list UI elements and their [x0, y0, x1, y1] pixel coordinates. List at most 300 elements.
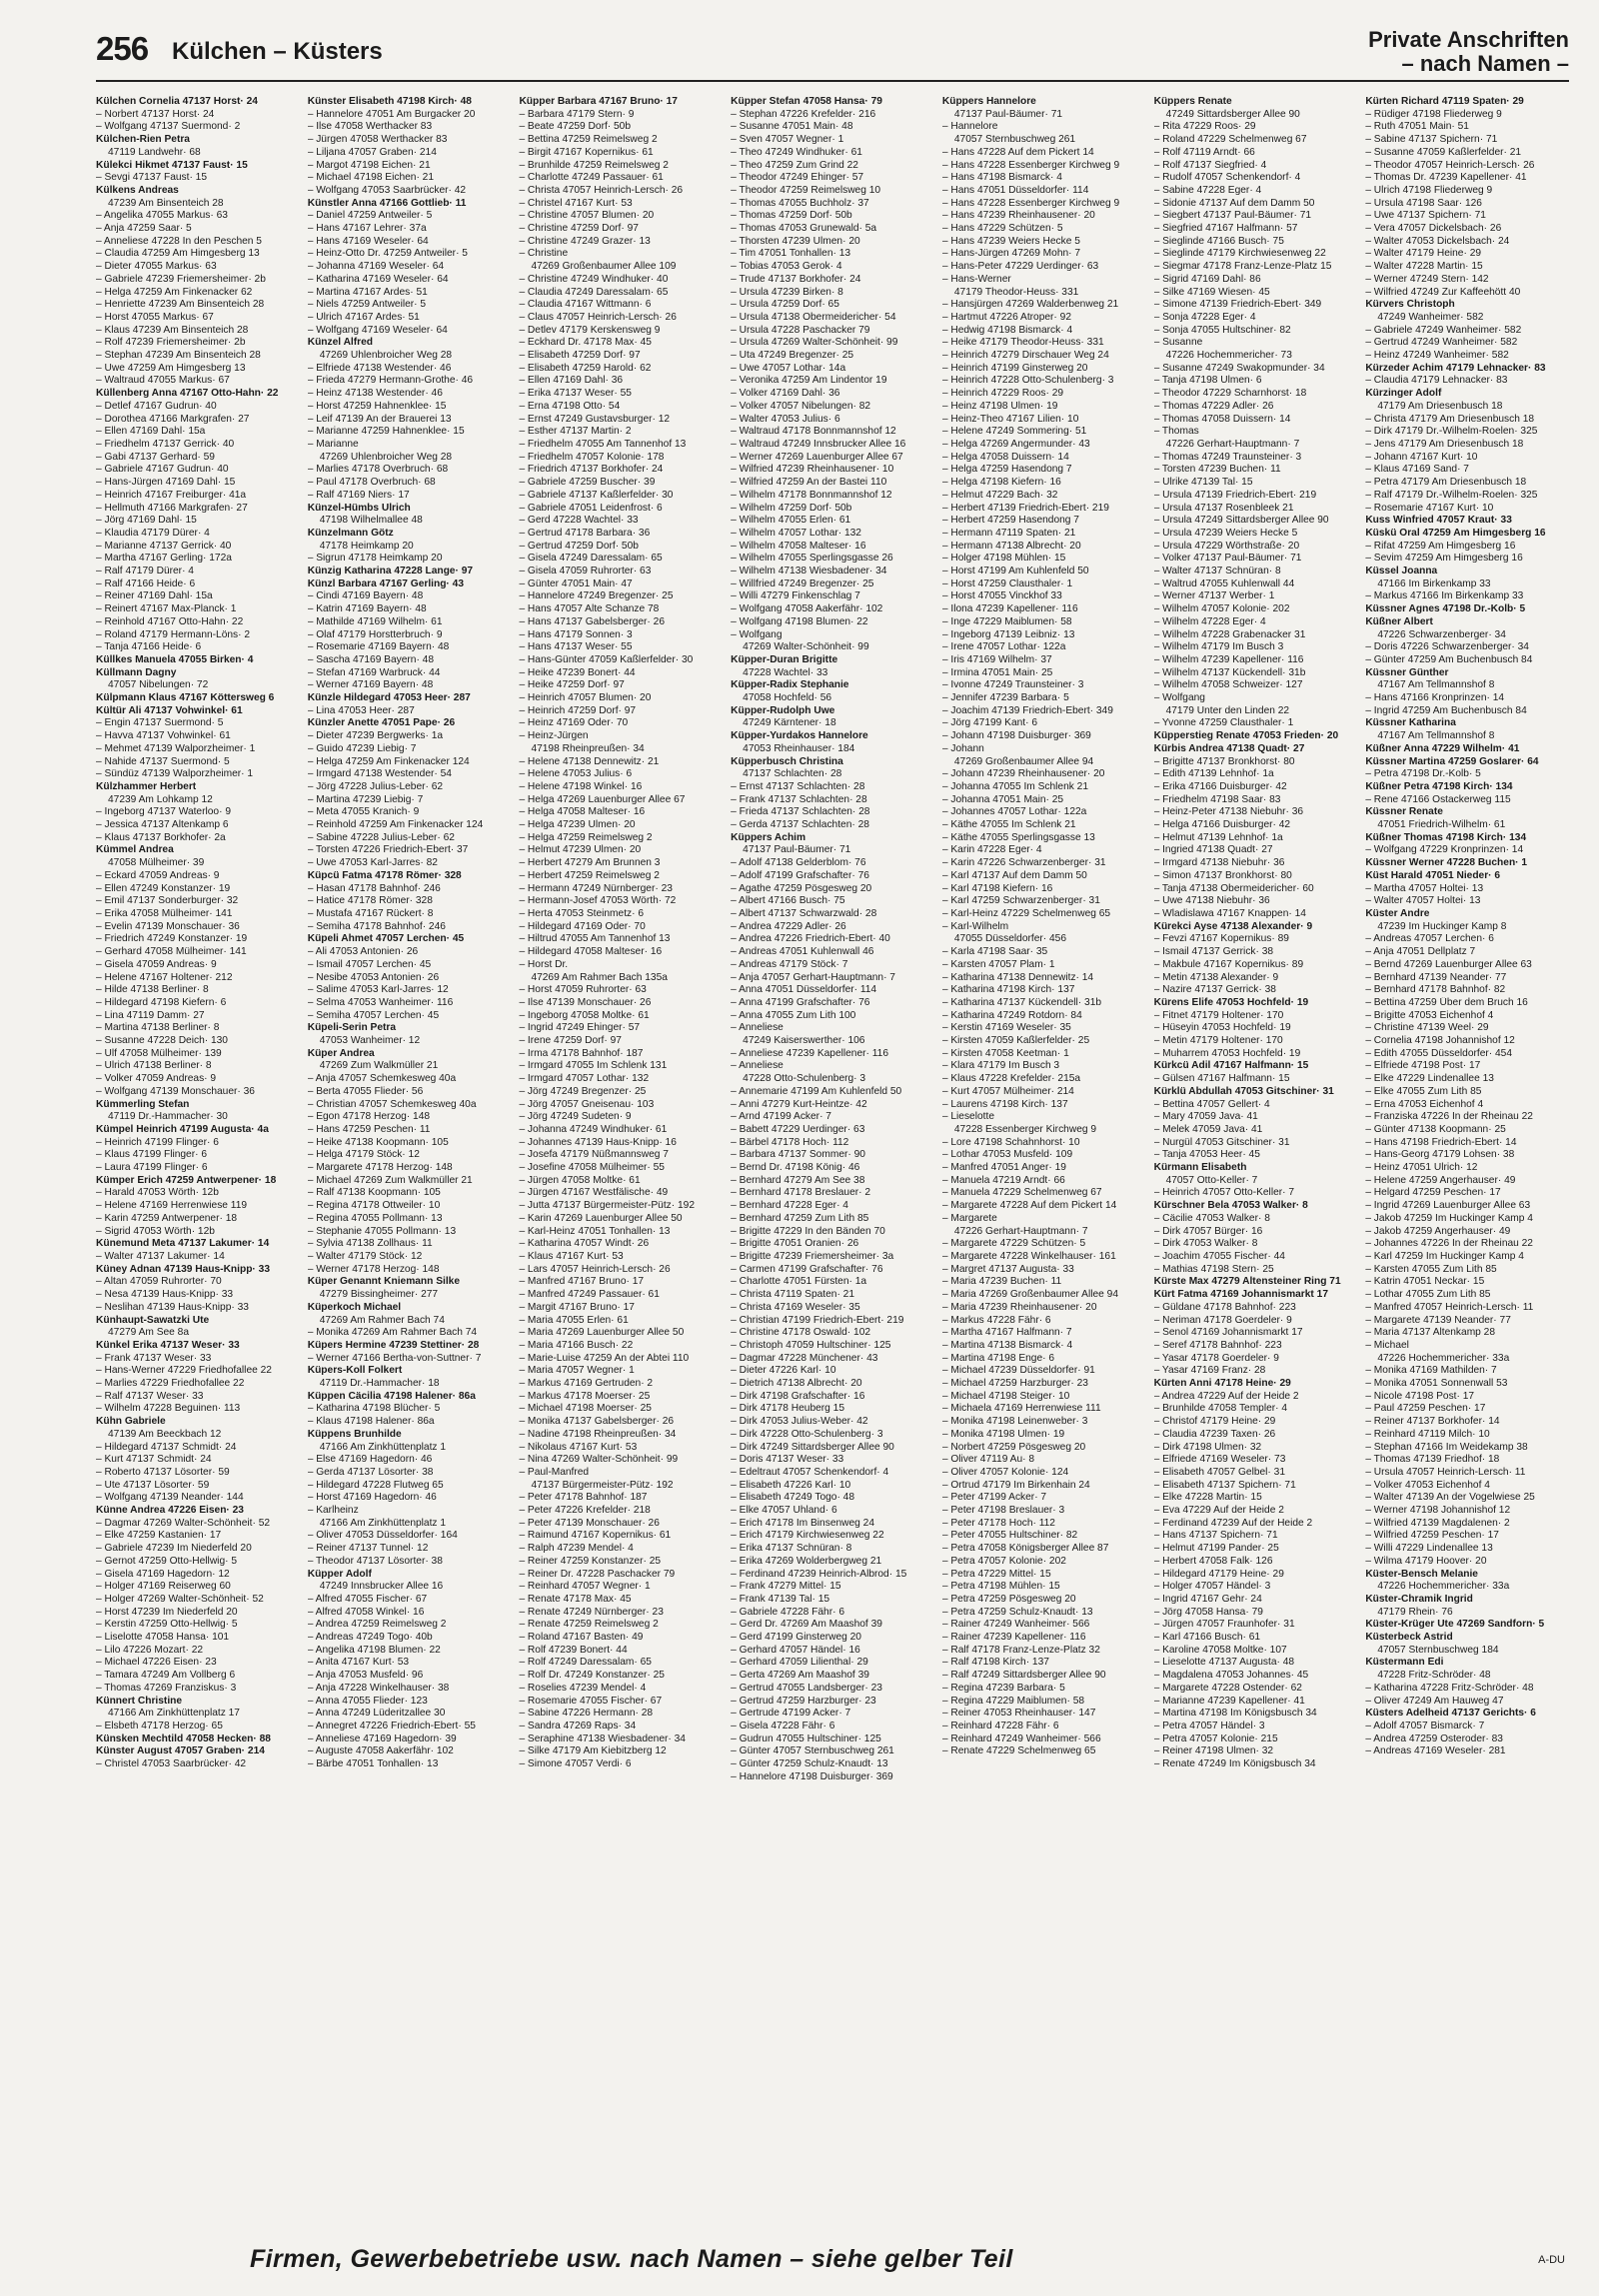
directory-entry: Külchen-Rien Petra [96, 134, 190, 146]
directory-entry: Küssner Renate [1365, 806, 1443, 818]
directory-entry: – Werner 47178 Herzog· 148 [307, 1263, 440, 1275]
directory-entry: – Ute 47137 Lösorter· 59 [96, 1479, 210, 1491]
directory-entry: – Maria 47166 Busch· 22 [519, 1339, 634, 1351]
directory-entry: – Ralf 47138 Koopmann· 105 [307, 1187, 441, 1199]
directory-entry: – Michael 47259 Harzburger· 23 [941, 1378, 1088, 1390]
directory-entry: – Michael 47226 Eisen· 23 [96, 1657, 217, 1669]
directory-entry: – Karl 47166 Busch· 61 [1153, 1632, 1261, 1644]
directory-entry: – Gabriele 47239 Im Niederfeld 20 [96, 1543, 252, 1555]
directory-entry: – Gertrude 47199 Acker· 7 [731, 1708, 851, 1720]
directory-entry: – Werner 47137 Werber· 1 [1153, 590, 1275, 602]
directory-entry: – Dirk 47053 Walker· 8 [1153, 1238, 1258, 1250]
directory-entry: – Theodor 47259 Reimelsweg 10 [731, 184, 881, 196]
directory-entry: 47228 Otto-Schulenberg· 3 [743, 1073, 866, 1085]
directory-entry: – Rosemarie 47169 Bayern· 48 [307, 641, 450, 653]
directory-entry: – Wolfgang 47139 Neander· 144 [96, 1492, 244, 1504]
directory-entry: – Tanja 47198 Ulmen· 6 [1153, 375, 1262, 387]
directory-entry: – Annegret 47226 Friedrich-Ebert· 55 [307, 1721, 476, 1731]
directory-entry: – Anneliese [731, 1022, 784, 1034]
directory-entry: – Reiner 47259 Konstanzer· 25 [519, 1555, 662, 1567]
directory-entry: – Alfred 47055 Fischer· 67 [307, 1593, 428, 1605]
directory-entry: – Bernhard 47279 Am See 38 [731, 1174, 865, 1186]
directory-entry: – Anneliese [731, 1060, 784, 1072]
directory-entry: – Anna 47199 Grafschafter· 76 [731, 996, 870, 1008]
directory-entry: – Jürgen 47058 Moltke· 61 [519, 1174, 641, 1186]
directory-entry: – Wladislawa 47167 Knappen· 14 [1153, 908, 1306, 919]
directory-entry: – Bernhard 47178 Breslauer· 2 [731, 1187, 871, 1199]
directory-entry: – Jörg 47169 Dahl· 15 [96, 515, 197, 527]
directory-entry: Küpper-Rudolph Uwe [731, 704, 835, 716]
directory-entry: – Klaus 47169 Sand· 7 [1365, 464, 1469, 476]
directory-entry: 47179 Theodor-Heuss· 331 [953, 286, 1079, 298]
directory-entry: – Tamara 47249 Am Vollberg 6 [96, 1670, 236, 1682]
directory-entry: – Maria 47055 Erlen· 61 [519, 1314, 629, 1326]
directory-entry: – Ingrid 47269 Lauenburger Allee 63 [1365, 1200, 1531, 1212]
directory-entry: – Gerta 47269 Am Maashof 39 [731, 1670, 869, 1682]
directory-entry: – Ernst 47137 Schlachten· 28 [731, 780, 865, 792]
section-title-line-1: Private Anschriften [1368, 27, 1569, 52]
directory-entry: – Hans 47259 Peschen· 11 [307, 1123, 431, 1135]
directory-entry: 47226 Schwarzenberger· 34 [1377, 628, 1506, 640]
directory-entry: – Johanna 47055 Im Schlenk 21 [941, 780, 1089, 792]
directory-entry: – Ursula 47259 Dorf· 65 [731, 299, 839, 311]
directory-entry: 47058 Hochfeld· 56 [743, 692, 832, 704]
directory-entry: – Erika 47166 Duisburger· 42 [1153, 780, 1287, 792]
directory-entry: – Wilhelm 47055 Sperlingsgasse 26 [731, 553, 893, 565]
directory-entry: Külkens Andreas [96, 184, 179, 196]
directory-entry: Küper Andrea [307, 1047, 375, 1059]
directory-entry: – Jakob 47259 Im Huckinger Kamp 4 [1365, 1212, 1533, 1224]
directory-entry: Küstermann Edi [1365, 1657, 1444, 1669]
directory-entry: – Annemarie 47199 Am Kuhlenfeld 50 [731, 1085, 902, 1097]
directory-entry: Küpers-Koll Folkert [307, 1365, 403, 1377]
directory-entry: – Reiner 47169 Dahl· 15a [96, 590, 213, 602]
directory-entry: – Günter 47057 Sternbuschweg 261 [731, 1745, 894, 1757]
directory-entry: Küßner Thomas 47198 Kirch· 134 [1365, 831, 1527, 843]
directory-entry: – Torsten 47239 Buchen· 11 [1153, 464, 1281, 476]
directory-entry: – Manfred 47051 Anger· 19 [941, 1162, 1066, 1174]
directory-entry: – Wilfried 47259 Peschen· 17 [1365, 1530, 1499, 1542]
directory-entry: – Heinrich 47279 Dirschauer Weg 24 [941, 350, 1109, 362]
directory-entry: 47137 Bürgermeister-Pütz· 192 [531, 1479, 674, 1491]
directory-entry: – Gerd 47228 Wachtel· 33 [519, 515, 639, 527]
directory-entry: – Brigitte 47137 Bronkhorst· 80 [1153, 755, 1295, 767]
directory-entry: – Wilhelm 47259 Dorf· 50b [731, 502, 852, 514]
directory-entry: – Wilfried 47139 Magdalenen· 2 [1365, 1517, 1510, 1529]
directory-entry: Kürten Anni 47178 Heine· 29 [1153, 1378, 1291, 1390]
directory-entry: – Hans 47239 Weiers Hecke 5 [941, 235, 1080, 247]
directory-entry: – Cindi 47169 Bayern· 48 [307, 590, 424, 602]
directory-entry: – Hans 47239 Rheinhausener· 20 [941, 210, 1095, 222]
directory-entry: – Elisabeth 47259 Harold· 62 [519, 362, 652, 374]
name-range-title: Külchen – Küsters [172, 38, 383, 65]
directory-entry: – Karl 47259 Im Huckinger Kamp 4 [1365, 1250, 1524, 1262]
directory-entry: – Karl-Wilhelm [941, 920, 1009, 932]
directory-entry: Küster-Chramik Ingrid [1365, 1593, 1473, 1605]
directory-entry: – Ingrid 47167 Gehr· 24 [1153, 1593, 1262, 1605]
directory-entry: – Silke 47179 Am Kiebitzberg 12 [519, 1745, 667, 1757]
directory-entry: – Edith 47139 Lehnhof· 1a [1153, 768, 1274, 780]
directory-entry: Kürklü Abdullah 47053 Gitschiner· 31 [1153, 1085, 1334, 1097]
directory-entry: – Hans 47198 Bismarck· 4 [941, 172, 1062, 184]
directory-entry: – Wilhelm 47137 Kückendell· 31b [1153, 666, 1306, 678]
directory-entry: – Paul 47178 Overbruch· 68 [307, 477, 436, 489]
directory-entry: – Claudia 47259 Am Himgesberg 13 [96, 248, 260, 260]
directory-entry: – Berta 47055 Flieder· 56 [307, 1085, 424, 1097]
directory-entry: – Marianne 47137 Gerrick· 40 [96, 540, 232, 552]
directory-entry: – Gertrud 47259 Harzburger· 23 [731, 1695, 876, 1707]
directory-entry: – Marie-Luise 47259 An der Abtei 110 [519, 1352, 690, 1364]
directory-entry: – Metin 47138 Alexander· 9 [1153, 971, 1279, 983]
directory-entry: 47053 Wanheimer· 12 [319, 1035, 421, 1047]
directory-entry: – Karsten 47057 Plam· 1 [941, 958, 1055, 970]
directory-entry: – Maria 47269 Großenbaumer Allee 94 [941, 1289, 1118, 1301]
directory-entry: Küpperbusch Christina [731, 755, 843, 767]
directory-entry: – Anna 47249 Lüderitzallee 30 [307, 1708, 446, 1720]
directory-entry: Kürmann Elisabeth [1153, 1162, 1247, 1174]
directory-entry: – Petra 47259 Schulz-Knaudt· 13 [941, 1606, 1093, 1618]
directory-column-2 [308, 96, 512, 2214]
directory-entry: Küppers Renate [1153, 96, 1232, 107]
directory-entry: – Else 47169 Hagedorn· 46 [307, 1454, 433, 1466]
directory-entry: – Brigitte 47051 Oranien· 26 [731, 1238, 859, 1250]
directory-entry: – Elke 47228 Martin· 15 [1153, 1492, 1262, 1504]
directory-entry: – Fevzi 47167 Kopernikus· 89 [1153, 933, 1289, 945]
directory-entry: – Ferdinand 47239 Auf der Heide 2 [1153, 1517, 1313, 1529]
directory-entry: – Petra 47198 Dr.-Kolb· 5 [1365, 768, 1481, 780]
directory-entry: – Emil 47137 Sonderburger· 32 [96, 895, 239, 907]
directory-entry: – Christa 47119 Spaten· 21 [731, 1289, 854, 1301]
directory-entry: – Anja 47259 Saar· 5 [96, 223, 192, 235]
directory-entry: – Christa 47169 Weseler· 35 [731, 1301, 860, 1313]
directory-entry: – Wilhelm 47179 Im Busch 3 [1153, 641, 1284, 653]
directory-entry: – Yvonne 47259 Clausthaler· 1 [1153, 717, 1294, 729]
directory-entry: – Erika 47137 Weser· 55 [519, 388, 632, 400]
directory-entry: 47198 Wilhelmallee 48 [319, 515, 423, 527]
directory-entry: – Brigitte 47053 Eichenhof 4 [1365, 1009, 1494, 1021]
directory-entry: – Karin 47228 Eger· 4 [941, 844, 1042, 856]
directory-entry: – Beate 47259 Dorf· 50b [519, 121, 632, 133]
directory-entry: – Reinhard 47249 Wanheimer· 566 [941, 1732, 1101, 1744]
directory-entry: – Agathe 47259 Pösgesweg 20 [731, 882, 872, 894]
directory-entry: – Henriette 47239 Am Binsenteich 28 [96, 299, 265, 311]
directory-entry: – Michael 47198 Steiger· 10 [941, 1390, 1070, 1402]
directory-entry: – Ursula 47229 Wörthstraße· 20 [1153, 540, 1300, 552]
directory-entry: – Gerhard 47059 Lilienthal· 29 [731, 1657, 868, 1669]
directory-entry: – Rüdiger 47198 Fliederweg 9 [1365, 108, 1502, 120]
directory-entry: – Margarete 47229 Schützen· 5 [941, 1238, 1086, 1250]
directory-column-5 [942, 96, 1146, 2214]
directory-entry: – Renate 47178 Max· 45 [519, 1593, 632, 1605]
directory-entry: – Wilma 47179 Hoover· 20 [1365, 1555, 1487, 1567]
directory-entry: 47055 Düsseldorfer· 456 [953, 933, 1067, 945]
directory-entry: – Kurt 47137 Schmidt· 24 [96, 1454, 212, 1466]
directory-entry: – Hildegard 47228 Flutweg 65 [307, 1479, 444, 1491]
corner-label: A-DU [1538, 2254, 1565, 2266]
directory-entry: Kümmel Andrea [96, 844, 174, 856]
directory-entry: – Heinz 47169 Oder· 70 [519, 717, 629, 729]
directory-entry: 47226 Gerhart-Hauptmann· 7 [953, 1225, 1088, 1237]
directory-entry: – Cornelia 47198 Johannishof 12 [1365, 1035, 1515, 1047]
directory-entry: – Susanne 47228 Deich· 130 [96, 1035, 228, 1047]
directory-entry: 47166 Am Zinkhüttenplatz 17 [108, 1708, 240, 1720]
directory-entry: Künsken Mechtild 47058 Hecken· 88 [96, 1732, 271, 1744]
directory-entry: – Reiner 47137 Borkhofer· 14 [1365, 1416, 1500, 1428]
directory-entry: – Friedrich 47249 Konstanzer· 19 [96, 933, 248, 945]
directory-entry: – Susanne 47249 Swakopmunder· 34 [1153, 362, 1325, 374]
directory-entry: Kürschner Bela 47053 Walker· 8 [1153, 1200, 1308, 1212]
directory-entry: – Thomas 47055 Buchholz· 37 [731, 197, 869, 209]
directory-entry: Küllkes Manuela 47055 Birken· 4 [96, 653, 254, 665]
directory-entry: – Manfred 47167 Bruno· 17 [519, 1276, 645, 1288]
directory-entry: – Brigitte 47229 In den Bänden 70 [731, 1225, 885, 1237]
directory-entry: – Heinrich 47228 Otto-Schulenberg· 3 [941, 375, 1114, 387]
directory-entry: – Herta 47053 Steinmetz· 6 [519, 908, 645, 919]
directory-entry: – Friedhelm 47057 Kolonie· 178 [519, 451, 665, 463]
directory-entry: 47249 Innsbrucker Allee 16 [319, 1581, 444, 1593]
directory-entry: – Margret 47137 Augusta· 33 [941, 1263, 1074, 1275]
directory-entry: – Manfred 47057 Heinrich-Lersch· 11 [1365, 1301, 1534, 1313]
directory-entry: – Walter 47139 An der Vogelwiese 25 [1365, 1492, 1535, 1504]
directory-entry: – Elsbeth 47178 Herzog· 65 [96, 1721, 223, 1731]
directory-entry: – Hilde 47138 Berliner· 8 [96, 984, 209, 996]
directory-entry: Küsters Adelheid 47137 Gerichts· 6 [1365, 1708, 1536, 1720]
directory-entry: – Kirsten 47059 Kaßlerfelder· 25 [941, 1035, 1090, 1047]
directory-entry: – Wolfgang [731, 628, 783, 640]
directory-columns [96, 96, 1569, 2214]
directory-entry: – Heike 47259 Dorf· 97 [519, 679, 625, 691]
directory-entry: – Nikolaus 47167 Kurt· 53 [519, 1441, 638, 1453]
directory-entry: Kürekci Ayse 47138 Alexander· 9 [1153, 920, 1313, 932]
directory-column-4 [731, 96, 934, 2214]
directory-entry: – Hans 47228 Essenberger Kirchweg 9 [941, 197, 1120, 209]
directory-entry: – Margarete 47139 Neander· 77 [1365, 1314, 1511, 1326]
directory-entry: – Gertrud 47249 Wanheimer· 582 [1365, 337, 1518, 349]
directory-entry: – Petra 47058 Königsberger Allee 87 [941, 1543, 1109, 1555]
directory-entry: Küllenberg Anna 47167 Otto-Hahn· 22 [96, 388, 279, 400]
directory-entry: Küpper-Radix Stephanie [731, 679, 849, 691]
directory-entry: – Hans-Jürgen 47269 Mohn· 7 [941, 248, 1081, 260]
directory-entry: – Johannes 47139 Haus-Knipp· 16 [519, 1136, 677, 1148]
directory-entry: – Gerd 47199 Ginsterweg 20 [731, 1632, 861, 1644]
directory-entry: – Albert 47166 Busch· 75 [731, 895, 845, 907]
directory-entry: – Wolfgang 47137 Suermond· 2 [96, 121, 241, 133]
directory-entry: – Sven 47057 Wegner· 1 [731, 134, 844, 146]
directory-entry: – Gabriele 47137 Kaßlerfelder· 30 [519, 489, 674, 501]
directory-entry: – Angelika 47198 Blumen· 22 [307, 1644, 441, 1656]
directory-entry: – Reinhold 47259 Am Finkenacker 124 [307, 819, 484, 831]
directory-entry: – Ralf 47137 Weser· 33 [96, 1390, 204, 1402]
directory-entry: – Renate 47249 Nürnberger· 23 [519, 1606, 664, 1618]
directory-entry: – Walter 47057 Holtei· 13 [1365, 895, 1481, 907]
directory-entry: – Volker 47169 Dahl· 36 [731, 388, 840, 400]
directory-entry: – Bärbe 47051 Tonhallen· 13 [307, 1758, 439, 1770]
directory-entry: – Stephan 47239 Am Binsenteich 28 [96, 350, 261, 362]
directory-entry: – Hans 47051 Düsseldorfer· 114 [941, 184, 1089, 196]
directory-entry: – Wolfgang 47229 Kronprinzen· 14 [1365, 844, 1524, 856]
directory-entry: – Herbert 47139 Friedrich-Ebert· 219 [941, 502, 1109, 514]
directory-entry: – Erich 47179 Kirchwiesenweg 22 [731, 1530, 884, 1542]
directory-entry: – Heinz 47198 Ulmen· 19 [941, 400, 1058, 412]
directory-entry: – Friedhelm 47137 Gerrick· 40 [96, 438, 235, 450]
directory-entry: Kümmerling Stefan [96, 1098, 190, 1110]
directory-entry: Künzler Anette 47051 Pape· 26 [307, 717, 456, 729]
directory-entry: – Karsten 47055 Zum Lith 85 [1365, 1263, 1497, 1275]
directory-entry: – Reinhard 47228 Fähr· 6 [941, 1721, 1059, 1731]
directory-entry: – Michaela 47169 Herrenwiese 111 [941, 1403, 1101, 1415]
directory-entry: – Wilhelm 47138 Wiesbadener· 34 [731, 566, 887, 577]
directory-entry: – Rene 47166 Ostackerweg 115 [1365, 793, 1511, 805]
directory-entry: – Walter 47053 Julius· 6 [731, 413, 840, 425]
directory-entry: – Thomas 47269 Franziskus· 3 [96, 1682, 237, 1694]
directory-entry: – Thomas 47249 Traunsteiner· 3 [1153, 451, 1302, 463]
directory-entry: – Ilse 47139 Monschauer· 26 [519, 996, 652, 1008]
directory-entry: – Johann 47239 Rheinhausener· 20 [941, 768, 1105, 780]
directory-entry: – Ulrich 47198 Fliederweg 9 [1365, 184, 1493, 196]
directory-entry: – Gisela 47228 Fähr· 6 [731, 1721, 835, 1731]
directory-entry: – Trude 47137 Borkhofer· 24 [731, 273, 861, 285]
directory-entry: – Waltraud 47178 Bonnmannshof 12 [731, 426, 896, 438]
directory-entry: – Hans 47228 Essenberger Kirchweg 9 [941, 159, 1120, 171]
directory-entry: – Andreas 47249 Togo· 40b [307, 1632, 433, 1644]
directory-entry: – Franziska 47226 In der Rheinau 22 [1365, 1111, 1533, 1123]
directory-entry: Külekci Hikmet 47137 Faust· 15 [96, 159, 248, 171]
directory-entry: – Ursula 47137 Rosenbleek 21 [1153, 502, 1294, 514]
directory-entry: – Andrea 47229 Auf der Heide 2 [1153, 1390, 1299, 1402]
directory-entry: – Katrin 47051 Neckar· 15 [1365, 1276, 1485, 1288]
directory-entry: – Thomas 47259 Dorf· 50b [731, 210, 852, 222]
directory-entry: – Dirk 47053 Julius-Weber· 42 [731, 1416, 868, 1428]
directory-entry: – Ursula 47138 Obermeidericher· 54 [731, 311, 896, 323]
directory-entry: – Stefan 47169 Warbruck· 44 [307, 666, 441, 678]
directory-entry: – Elke 47229 Lindenallee 13 [1365, 1073, 1494, 1085]
directory-entry: – Karin 47269 Lauenburger Allee 50 [519, 1212, 683, 1224]
directory-entry: – Hans-Peter 47229 Uerdinger· 63 [941, 261, 1099, 273]
directory-entry: – Michael [1365, 1339, 1409, 1351]
directory-entry: – Helga 47239 Ulmen· 20 [519, 819, 636, 831]
directory-entry: Kürt Fatma 47169 Johannismarkt 17 [1153, 1289, 1328, 1301]
directory-entry: – Dagmar 47228 Münchener· 43 [731, 1352, 878, 1364]
directory-entry: – Karl 47137 Auf dem Damm 50 [941, 869, 1087, 881]
directory-entry: – Eckard 47059 Andreas· 9 [96, 869, 220, 881]
directory-entry: – Ursula 47239 Birken· 8 [731, 286, 843, 298]
directory-entry: – Evelin 47139 Monschauer· 36 [96, 920, 240, 932]
directory-entry: – Yasar 47169 Franz· 28 [1153, 1365, 1266, 1377]
directory-entry: Küney Adnan 47139 Haus-Knipp· 33 [96, 1263, 270, 1275]
directory-entry: – Ralf 47198 Kirch· 137 [941, 1657, 1049, 1669]
directory-entry: – Simone 47139 Friedrich-Ebert· 349 [1153, 299, 1322, 311]
directory-entry: – Mathias 47198 Stern· 25 [1153, 1263, 1274, 1275]
directory-entry: – Gisela 47059 Andreas· 9 [96, 958, 217, 970]
directory-entry: – Erna 47198 Otto· 54 [519, 400, 621, 412]
directory-entry: – Laura 47199 Flinger· 6 [96, 1162, 208, 1174]
directory-entry: – Willfried 47249 Bregenzer· 25 [731, 577, 874, 589]
directory-entry: – Gernot 47259 Otto-Hellwig· 5 [96, 1555, 237, 1567]
directory-entry: – Barbara 47179 Stern· 9 [519, 108, 635, 120]
directory-entry: – Helmut 47139 Lehnhof· 1a [1153, 831, 1283, 843]
directory-entry: – Katharina 47228 Fritz-Schröder· 48 [1365, 1682, 1534, 1694]
directory-entry: – Dirk 47249 Sittardsberger Allee 90 [731, 1441, 894, 1453]
directory-entry: – Wilhelm 47228 Beguinen· 113 [96, 1403, 241, 1415]
directory-entry: – Michael 47269 Zum Walkmüller 21 [307, 1174, 473, 1186]
directory-entry: Küperkoch Michael [307, 1301, 402, 1313]
directory-entry: – Jens 47179 Am Driesenbusch 18 [1365, 438, 1524, 450]
directory-entry: – Doris 47226 Schwarzenberger· 34 [1365, 641, 1529, 653]
directory-entry: – Rita 47229 Roos· 29 [1153, 121, 1256, 133]
directory-entry: – Melek 47059 Java· 41 [1153, 1123, 1263, 1135]
directory-entry: – Semiha 47178 Bahnhof· 246 [307, 920, 446, 932]
directory-entry: – Marianne 47259 Hahnenklee· 15 [307, 426, 465, 438]
directory-entry: – Petra 47057 Händel· 3 [1153, 1721, 1265, 1731]
directory-entry: – Gertrud 47055 Landsberger· 23 [731, 1682, 882, 1694]
directory-entry: – Ralf 47178 Franz-Lenze-Platz 32 [941, 1644, 1100, 1656]
directory-entry: 47166 Am Zinkhüttenplatz 1 [319, 1441, 447, 1453]
directory-entry: – Heinz-Jürgen [519, 730, 589, 742]
directory-entry: – Uwe 47137 Spichern· 71 [1365, 210, 1486, 222]
directory-entry: – Helene 47169 Herrenwiese 119 [96, 1200, 248, 1212]
directory-entry: – Salime 47053 Karl-Jarres· 12 [307, 984, 449, 996]
directory-entry: – Anna 47055 Flieder· 123 [307, 1695, 428, 1707]
directory-entry: – Regina 47229 Maiblumen· 58 [941, 1695, 1085, 1707]
directory-entry: – Bernd 47269 Lauenburger Allee 63 [1365, 958, 1532, 970]
directory-entry: – Tobias 47053 Gerok· 4 [731, 261, 842, 273]
directory-entry: – Edith 47055 Düsseldorfer· 454 [1365, 1047, 1512, 1059]
directory-entry: – Hans-Werner 47229 Friedhofallee 22 [96, 1365, 272, 1377]
directory-entry: – Peter 47055 Hultschiner· 82 [941, 1530, 1078, 1542]
directory-entry: – Adolf 47138 Gelderblom· 76 [731, 857, 866, 869]
directory-entry: – Anja 47051 Dellplatz 7 [1365, 946, 1476, 958]
directory-entry: – Lieselotte [941, 1111, 994, 1123]
directory-entry: – Claudia 47249 Daressalam· 65 [519, 286, 669, 298]
directory-entry: – Gabi 47137 Gerhard· 59 [96, 451, 215, 463]
directory-entry: – Ralf 47169 Niers· 17 [307, 489, 410, 501]
directory-entry: – Ernst 47249 Gustavsburger· 12 [519, 413, 671, 425]
directory-entry: Küssner Katharina [1365, 717, 1456, 729]
directory-entry: – Marianne 47239 Kapellener· 41 [1153, 1695, 1305, 1707]
directory-entry: – Karoline 47058 Moltke· 107 [1153, 1644, 1287, 1656]
directory-entry: – Thomas 47139 Friedhof· 18 [1365, 1454, 1500, 1466]
directory-entry: – Sabine 47228 Eger· 4 [1153, 184, 1262, 196]
directory-entry: – Stephan 47226 Krefelder· 216 [731, 108, 876, 120]
directory-entry: – Reiner Dr. 47228 Paschacker 79 [519, 1568, 676, 1580]
directory-entry: – Elfriede 47169 Weseler· 73 [1153, 1454, 1286, 1466]
directory-entry: – Rolf 47239 Friemersheimer· 2b [96, 337, 246, 349]
directory-entry: – Werner 47198 Johannishof 12 [1365, 1505, 1511, 1517]
directory-entry: – Hannelore 47051 Am Burgacker 20 [307, 108, 476, 120]
directory-entry: – Ulf 47058 Mülheimer· 139 [96, 1047, 222, 1059]
directory-entry: – Petra 47259 Pösgesweg 20 [941, 1593, 1076, 1605]
directory-entry: – Hans 47137 Weser· 55 [519, 641, 633, 653]
directory-entry: – Gülsen 47167 Halfmann· 15 [1153, 1073, 1290, 1085]
directory-column-1 [96, 96, 300, 2214]
directory-entry: – Dorothea 47166 Markgrafen· 27 [96, 413, 250, 425]
directory-entry: – Hans 47198 Friedrich-Ebert· 14 [1365, 1136, 1517, 1148]
directory-entry: Künhaupt-Sawatzki Ute [96, 1314, 210, 1326]
directory-entry: – Jörg 47057 Gneisenau· 103 [519, 1098, 655, 1110]
directory-entry: – Ilse 47058 Werthacker 83 [307, 121, 433, 133]
directory-entry: – Hermann 47249 Nürnberger· 23 [519, 882, 673, 894]
directory-entry: Kürzeder Achim 47179 Lehnacker· 83 [1365, 362, 1546, 374]
directory-entry: 47249 Kaiserswerther· 106 [743, 1035, 865, 1047]
directory-entry: – Petra 47229 Mittel· 15 [941, 1568, 1051, 1580]
directory-entry: – Theodor 47229 Scharnhorst· 18 [1153, 388, 1307, 400]
directory-entry: – Bettina 47057 Gellert· 4 [1153, 1098, 1270, 1110]
directory-entry: – Wilhelm 47055 Erlen· 61 [731, 515, 851, 527]
directory-entry: – Senol 47169 Johannismarkt 17 [1153, 1327, 1303, 1339]
directory-entry: – Heinz-Peter 47138 Niebuhr· 36 [1153, 806, 1304, 818]
directory-entry: – Monika 47137 Gabelsberger· 26 [519, 1416, 675, 1428]
directory-entry: – Walter 47228 Martin· 15 [1365, 261, 1483, 273]
